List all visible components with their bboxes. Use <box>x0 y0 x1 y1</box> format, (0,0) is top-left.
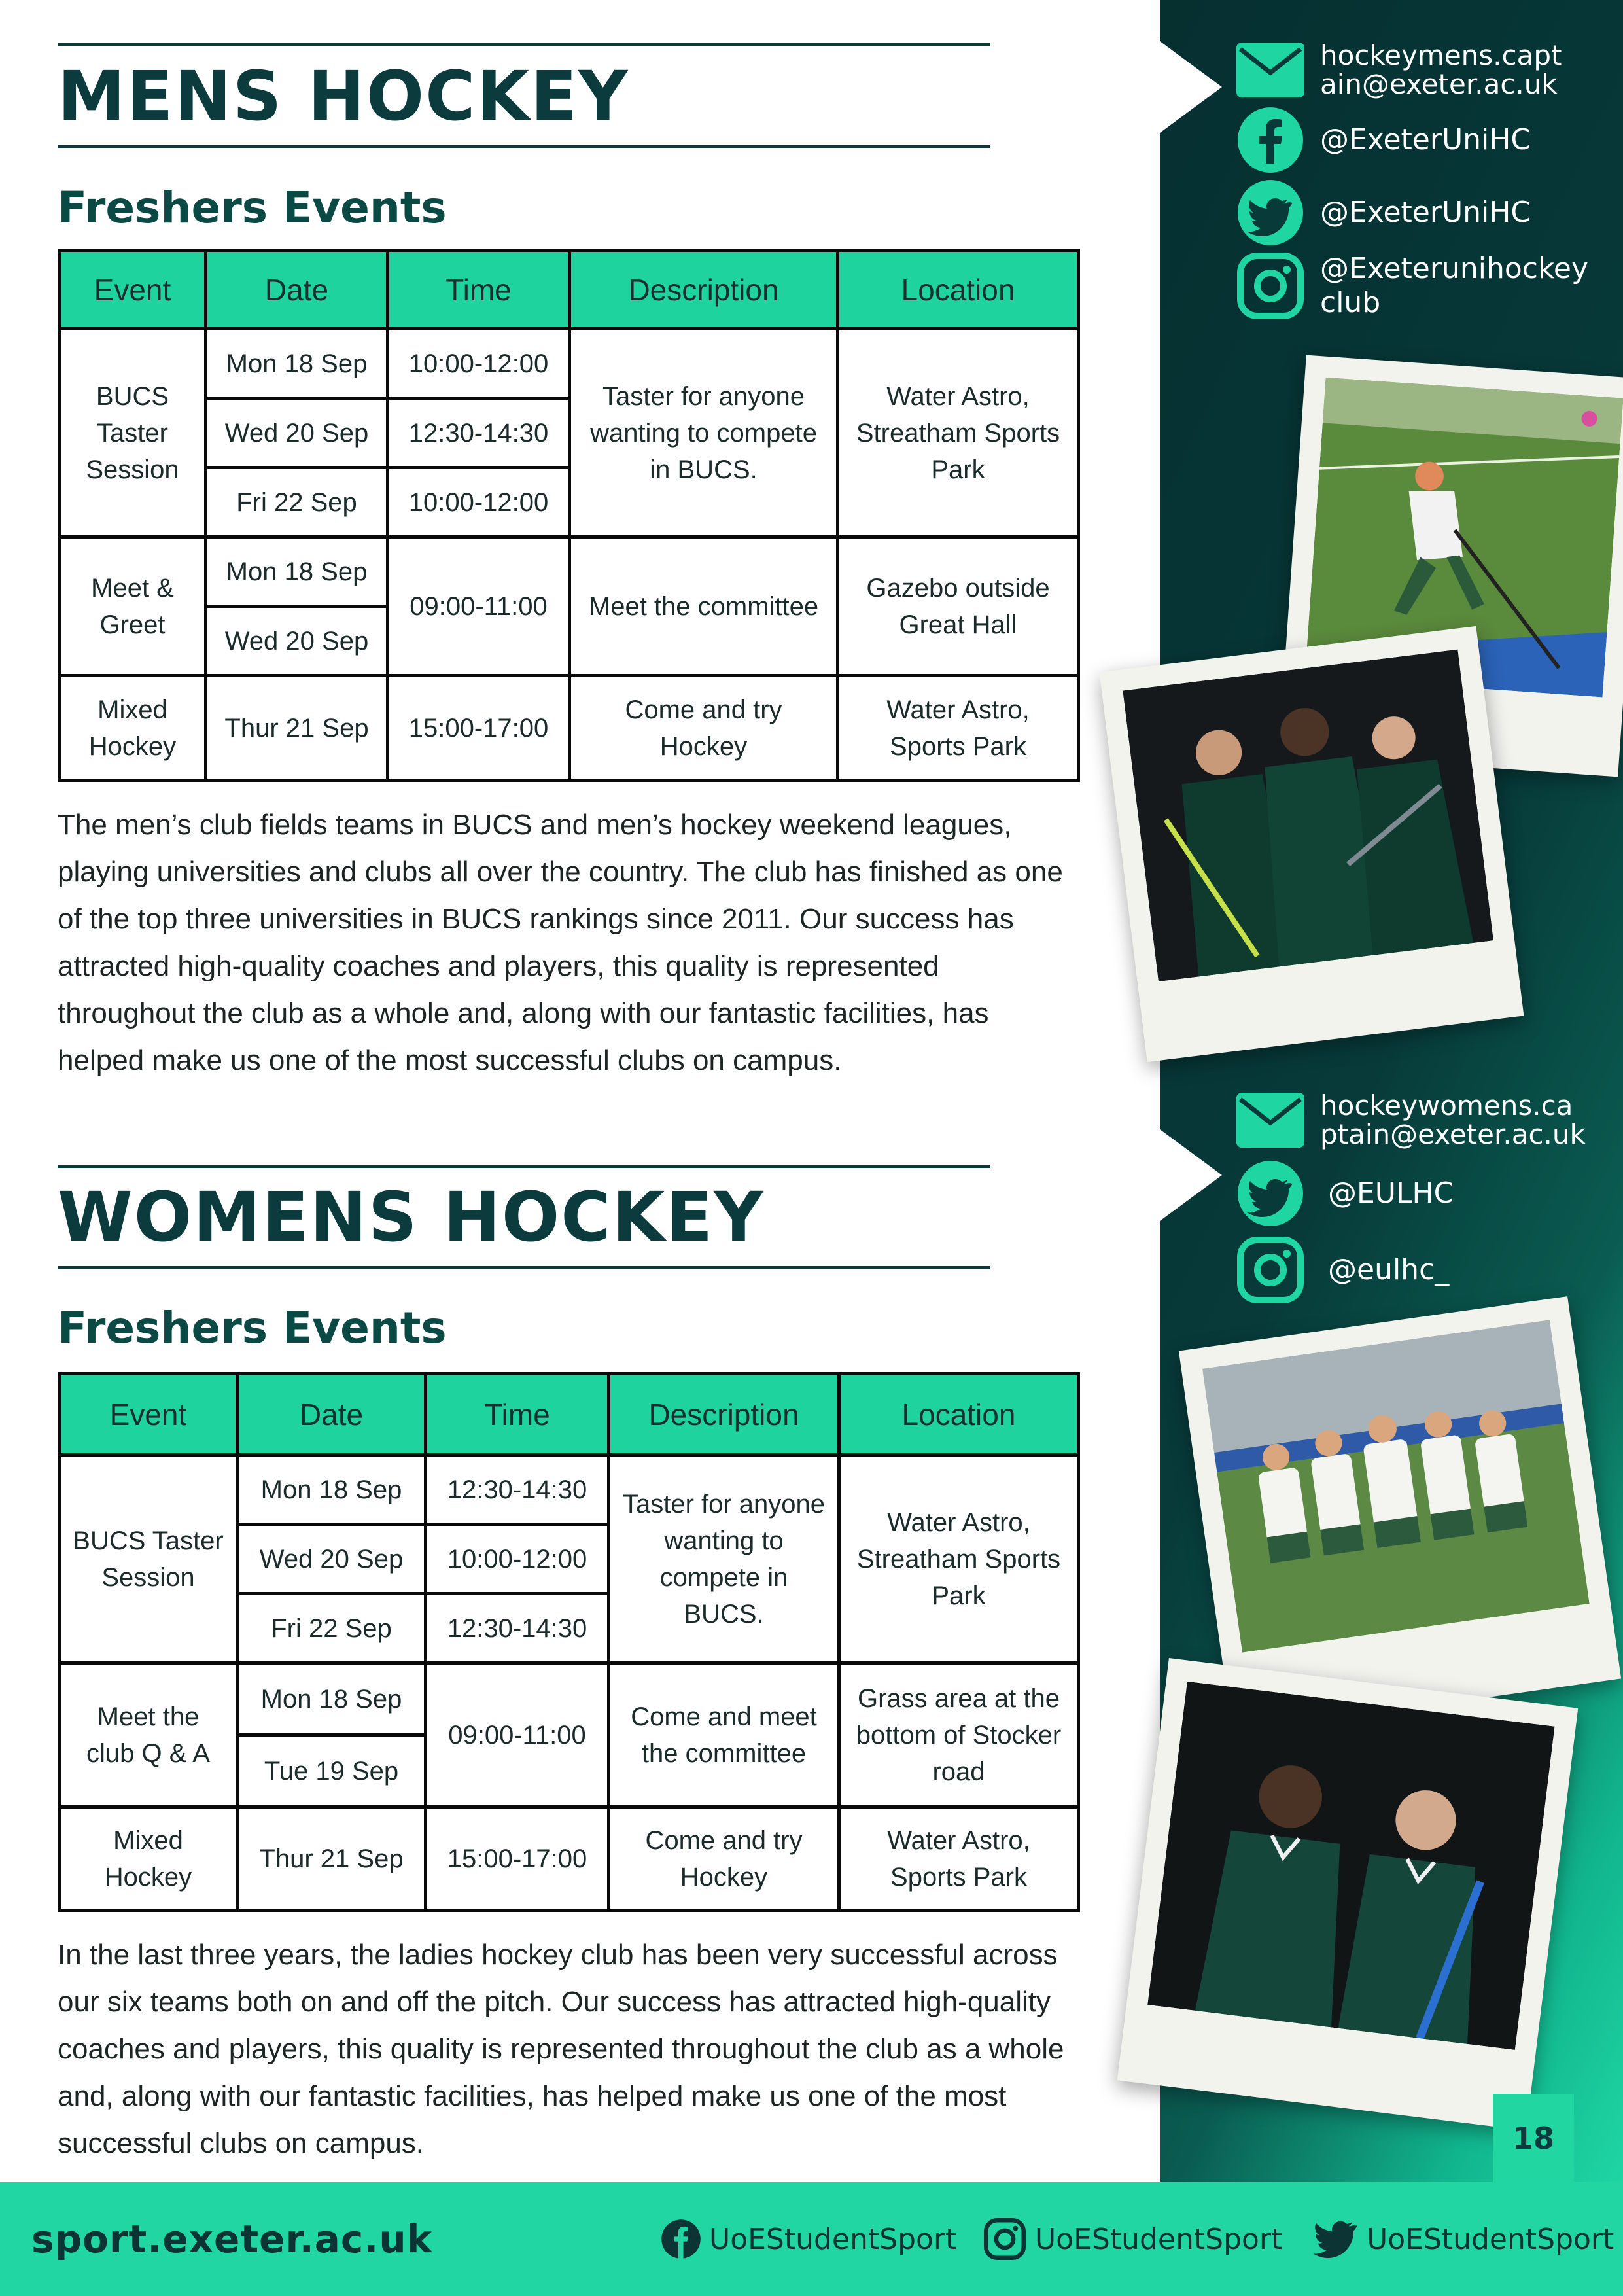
date-cell: Fri 22 Sep <box>237 1594 426 1663</box>
date-cell: Mon 18 Sep <box>237 1455 426 1525</box>
location-cell: Grass area at the bottom of Stocker road <box>839 1663 1079 1807</box>
date-cell: Tue 19 Sep <box>237 1735 426 1807</box>
mens-hockey-title: MENS HOCKEY <box>58 56 629 136</box>
time-cell: 10:00-12:00 <box>388 468 570 537</box>
description-cell: Come and meet the committee <box>609 1663 839 1807</box>
footer-website-link[interactable]: sport.exeter.ac.uk <box>31 2217 433 2261</box>
location-cell: Gazebo outside Great Hall <box>838 537 1079 676</box>
table-header-row <box>60 251 1079 329</box>
twitter-icon <box>1312 2219 1359 2259</box>
email-icon <box>1236 36 1304 104</box>
table-row <box>60 1807 1079 1911</box>
photo-image <box>1123 650 1493 982</box>
divider-bottom-womens <box>58 1266 990 1269</box>
panel-notch-mens <box>1160 41 1222 133</box>
description-cell: Taster for anyone wanting to compete in BUCS. <box>570 329 838 537</box>
header-date: Date <box>206 251 388 329</box>
divider-top-mens <box>58 43 990 46</box>
footer-instagram[interactable] <box>983 2182 1282 2296</box>
mens-email-text[interactable]: hockeymens.capt ain@exeter.ac.uk <box>1320 39 1562 100</box>
twitter-icon <box>1236 179 1304 247</box>
date-cell: Wed 20 Sep <box>237 1525 426 1594</box>
womens-twitter-contact[interactable] <box>1236 1159 1454 1227</box>
mens-description-paragraph: The men’s club fields teams in BUCS and men’s hockey weekend leagues, playing universities and clubs all over the country. The club has finished as one of the top three universities in BUCS rankings since 2011. Our success has attracted high-quality coaches and players, this quality is represented throughout the club as a whole and, along with our fantastic facilities, has helped make us one of the most successful clubs on campus. <box>58 809 1063 1076</box>
event-cell: Mixed Hockey <box>60 676 206 781</box>
header-time: Time <box>426 1374 609 1455</box>
mens-email-contact[interactable] <box>1236 36 1562 104</box>
mens-twitter-handle[interactable]: @ExeterUniHC <box>1320 196 1531 229</box>
time-cell: 12:30-14:30 <box>426 1455 609 1525</box>
date-cell: Thur 21 Sep <box>206 676 388 781</box>
mens-facebook-contact[interactable] <box>1236 106 1531 174</box>
photo-womens-players-portrait <box>1117 1658 1579 2130</box>
divider-top-womens <box>58 1165 990 1168</box>
photo-mens-players-team <box>1100 626 1524 1062</box>
table-row <box>60 1663 1079 1735</box>
facebook-icon <box>1236 106 1304 174</box>
location-cell: Water Astro, Streatham Sports Park <box>838 329 1079 537</box>
womens-email-text[interactable]: hockeywomens.ca ptain@exeter.ac.uk <box>1320 1089 1586 1150</box>
description-cell: Taster for anyone wanting to compete in BUCS. <box>609 1455 839 1663</box>
header-time: Time <box>388 251 570 329</box>
womens-freshers-subtitle: Freshers Events <box>58 1303 447 1353</box>
womens-email-contact[interactable] <box>1236 1086 1586 1154</box>
date-cell: Fri 22 Sep <box>206 468 388 537</box>
time-cell: 10:00-12:00 <box>426 1525 609 1594</box>
description-cell: Come and try Hockey <box>609 1807 839 1911</box>
date-cell: Mon 18 Sep <box>206 329 388 398</box>
mens-instagram-contact[interactable] <box>1236 252 1588 320</box>
footer-facebook-handle: UoEStudentSport <box>709 2222 957 2256</box>
facebook-icon <box>661 2219 701 2259</box>
header-event: Event <box>60 1374 237 1455</box>
event-cell: BUCS Taster Session <box>60 1455 237 1663</box>
womens-hockey-title: WOMENS HOCKEY <box>58 1177 765 1257</box>
header-date: Date <box>237 1374 426 1455</box>
event-cell: BUCS Taster Session <box>60 329 206 537</box>
footer-bar <box>0 2182 1623 2296</box>
time-cell: 15:00-17:00 <box>426 1807 609 1911</box>
table-row <box>60 676 1079 781</box>
time-cell: 15:00-17:00 <box>388 676 570 781</box>
womens-events-table <box>58 1372 1080 1912</box>
location-cell: Water Astro, Streatham Sports Park <box>839 1455 1079 1663</box>
footer-twitter[interactable] <box>1312 2182 1614 2296</box>
womens-instagram-contact[interactable] <box>1236 1236 1449 1304</box>
table-row <box>60 537 1079 607</box>
page-number: 18 <box>1493 2094 1574 2182</box>
womens-instagram-handle[interactable]: @eulhc_ <box>1328 1253 1450 1286</box>
table-header-row <box>60 1374 1079 1455</box>
instagram-icon <box>1236 252 1304 320</box>
time-cell: 10:00-12:00 <box>388 329 570 398</box>
time-cell: 09:00-11:00 <box>426 1663 609 1807</box>
date-cell: Thur 21 Sep <box>237 1807 426 1911</box>
time-cell: 12:30-14:30 <box>388 398 570 468</box>
time-cell: 09:00-11:00 <box>388 537 570 676</box>
header-description: Description <box>570 251 838 329</box>
panel-notch-womens <box>1160 1129 1222 1221</box>
mens-facebook-handle[interactable]: @ExeterUniHC <box>1320 123 1531 156</box>
header-location: Location <box>838 251 1079 329</box>
mens-instagram-handle[interactable]: @Exeterunihockey club <box>1320 252 1588 319</box>
header-location: Location <box>839 1374 1079 1455</box>
date-cell: Wed 20 Sep <box>206 398 388 468</box>
table-row <box>60 329 1079 398</box>
email-icon <box>1236 1086 1304 1154</box>
footer-twitter-handle: UoEStudentSport <box>1367 2222 1614 2256</box>
mens-events-table <box>58 249 1080 782</box>
twitter-icon <box>1236 1159 1304 1227</box>
photo-image <box>1147 1682 1554 2050</box>
womens-description-paragraph: In the last three years, the ladies hockey club has been very successful across our six teams both on and off the pitch. Our success has attracted high-quality coaches and players, this quality is represented throughout the club as a whole and, along with our fantastic facilities, has helped make us one of the most successful clubs on campus. <box>58 1939 1064 2159</box>
time-cell: 12:30-14:30 <box>426 1594 609 1663</box>
instagram-icon <box>1236 1236 1304 1304</box>
instagram-icon <box>983 2217 1027 2261</box>
event-cell: Mixed Hockey <box>60 1807 237 1911</box>
photo-image <box>1202 1320 1590 1652</box>
footer-facebook[interactable] <box>661 2182 956 2296</box>
location-cell: Water Astro, Sports Park <box>839 1807 1079 1911</box>
description-cell: Meet the committee <box>570 537 838 676</box>
table-row <box>60 1455 1079 1525</box>
date-cell: Wed 20 Sep <box>206 607 388 676</box>
header-event: Event <box>60 251 206 329</box>
event-cell: Meet the club Q & A <box>60 1663 237 1807</box>
womens-twitter-handle[interactable]: @EULHC <box>1328 1176 1454 1210</box>
mens-twitter-contact[interactable] <box>1236 179 1531 247</box>
header-description: Description <box>609 1374 839 1455</box>
divider-bottom-mens <box>58 145 990 148</box>
location-cell: Water Astro, Sports Park <box>838 676 1079 781</box>
event-cell: Meet & Greet <box>60 537 206 676</box>
description-cell: Come and try Hockey <box>570 676 838 781</box>
mens-freshers-subtitle: Freshers Events <box>58 183 447 233</box>
footer-instagram-handle: UoEStudentSport <box>1035 2222 1283 2256</box>
date-cell: Mon 18 Sep <box>237 1663 426 1735</box>
date-cell: Mon 18 Sep <box>206 537 388 607</box>
